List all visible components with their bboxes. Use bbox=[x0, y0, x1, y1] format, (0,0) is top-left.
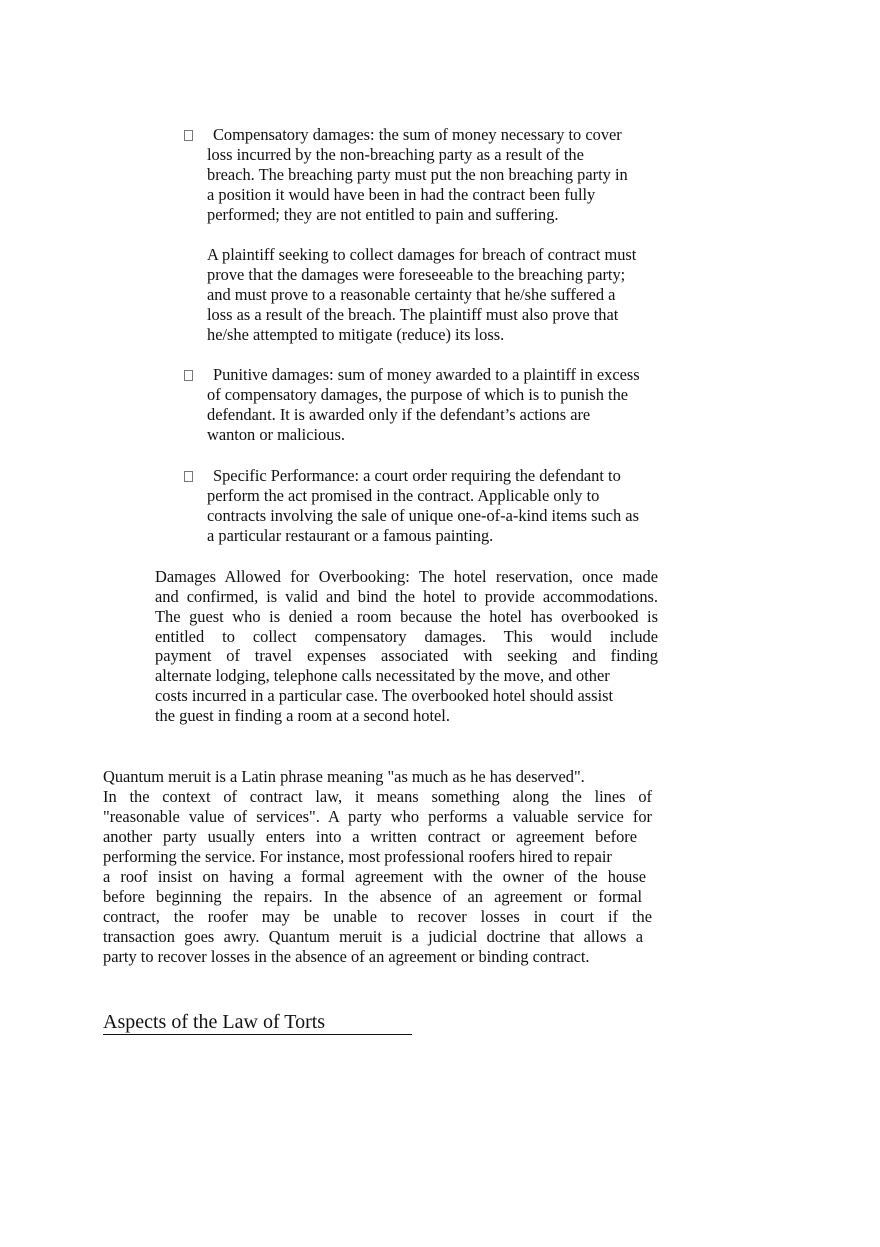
overbooking-line-7: costs incurred in a particular case. The overbooked hotel should assist bbox=[155, 686, 614, 705]
overbooking-line-6: alternate lodging, telephone calls necessitated by the move, and other bbox=[155, 666, 610, 685]
bullet-1-line-4: a position it would have been in had the contract been fully bbox=[207, 185, 596, 204]
overbooking-line-2: and confirmed, is valid and bind the hotel to provide accommodations. bbox=[155, 587, 658, 606]
quantum-line-5: performing the service. For instance, most professional roofers hired to repair bbox=[103, 847, 612, 866]
bullet-3-line-3: contracts involving the sale of unique one-of-a-kind items such as bbox=[207, 506, 639, 525]
bullet-1-followup-line-3: and must prove to a reasonable certainty that he/she suffered a bbox=[207, 285, 616, 304]
bullet-2-line-1: Punitive damages: sum of money awarded to a plaintiff in excess bbox=[213, 365, 640, 384]
bullet-1-followup-line-2: prove that the damages were foreseeable to the breaching party; bbox=[207, 265, 626, 284]
overbooking-line-8: the guest in finding a room at a second hotel. bbox=[155, 706, 450, 725]
quantum-line-3: "reasonable value of services". A party who performs a valuable service for bbox=[103, 807, 652, 826]
overbooking-line-3: The guest who is denied a room because the hotel has overbooked is bbox=[155, 607, 658, 626]
quantum-line-8: contract, the roofer may be unable to recover losses in court if the bbox=[103, 907, 652, 926]
quantum-line-2: In the context of contract law, it means something along the lines of bbox=[103, 787, 652, 806]
overbooking-line-1: Damages Allowed for Overbooking: The hotel reservation, once made bbox=[155, 567, 658, 586]
quantum-line-4: another party usually enters into a written contract or agreement before bbox=[103, 827, 637, 846]
overbooking-line-5: payment of travel expenses associated with seeking and finding bbox=[155, 646, 658, 665]
bullet-1-followup-line-5: he/she attempted to mitigate (reduce) its loss. bbox=[207, 325, 505, 344]
bullet-2-line-2: of compensatory damages, the purpose of which is to punish the bbox=[207, 385, 629, 404]
quantum-line-7: before beginning the repairs. In the absence of an agreement or formal bbox=[103, 887, 642, 906]
bullet-3-line-4: a particular restaurant or a famous painting. bbox=[207, 526, 494, 545]
quantum-line-10: party to recover losses in the absence of an agreement or binding contract. bbox=[103, 947, 590, 966]
bullet-box-icon bbox=[184, 471, 193, 482]
quantum-line-1: Quantum meruit is a Latin phrase meaning "as much as he has deserved". bbox=[103, 767, 585, 786]
bullet-1-line-3: breach. The breaching party must put the non breaching party in bbox=[207, 165, 628, 184]
bullet-1-line-1: Compensatory damages: the sum of money necessary to cover bbox=[213, 125, 622, 144]
section-heading: Aspects of the Law of Torts bbox=[103, 1010, 412, 1035]
bullet-3-line-1: Specific Performance: a court order requiring the defendant to bbox=[213, 466, 621, 485]
quantum-line-9: transaction goes awry. Quantum meruit is a judicial doctrine that allows a bbox=[103, 927, 643, 946]
bullet-1-line-5: performed; they are not entitled to pain and suffering. bbox=[207, 205, 559, 224]
bullet-box-icon bbox=[184, 130, 193, 141]
bullet-1-line-2: loss incurred by the non-breaching party as a result of the bbox=[207, 145, 584, 164]
bullet-1-followup-line-4: loss as a result of the breach. The plaintiff must also prove that bbox=[207, 305, 619, 324]
bullet-box-icon bbox=[184, 370, 193, 381]
bullet-3-line-2: perform the act promised in the contract. Applicable only to bbox=[207, 486, 600, 505]
bullet-2-line-4: wanton or malicious. bbox=[207, 425, 345, 444]
bullet-2-line-3: defendant. It is awarded only if the defendant’s actions are bbox=[207, 405, 591, 424]
overbooking-line-4: entitled to collect compensatory damages. This would include bbox=[155, 627, 658, 646]
bullet-1-followup-line-1: A plaintiff seeking to collect damages for breach of contract must bbox=[207, 245, 637, 264]
quantum-line-6: a roof insist on having a formal agreement with the owner of the house bbox=[103, 867, 646, 886]
